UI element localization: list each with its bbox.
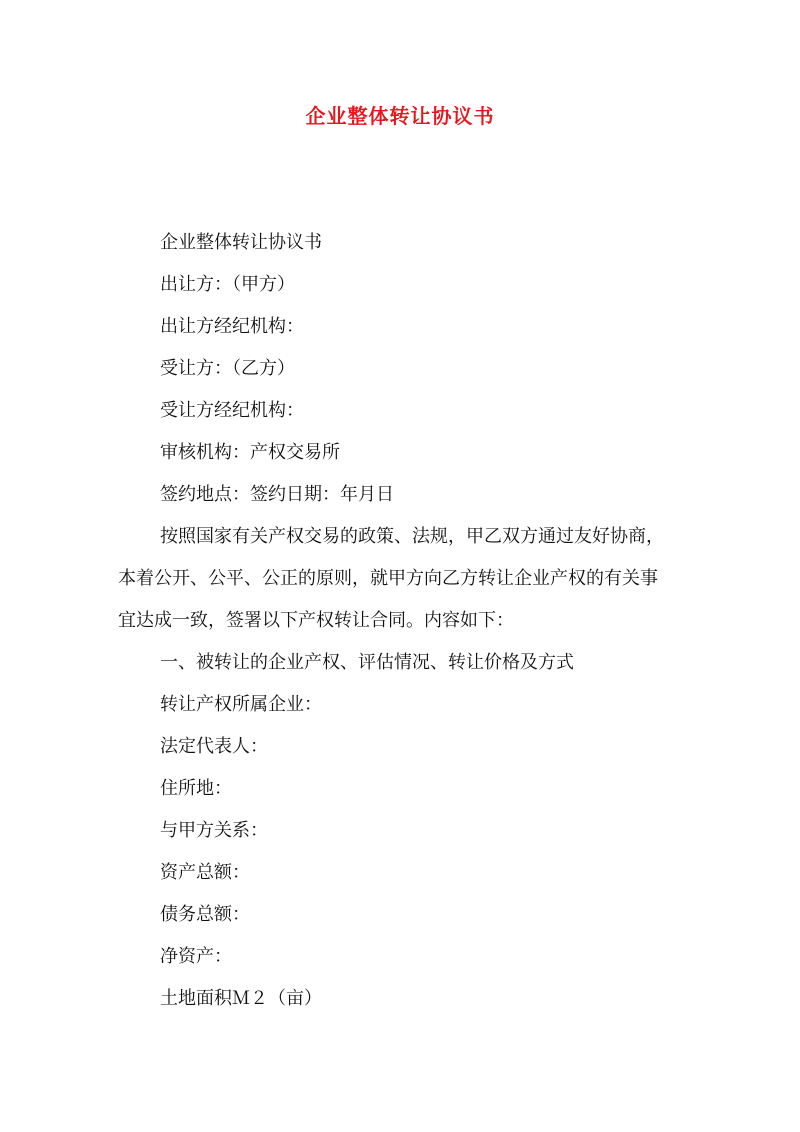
body-line-title: 企业整体转让协议书 xyxy=(160,232,322,253)
signing-place-date-line: 签约地点：签约日期：年月日 xyxy=(160,484,394,505)
field-land-area: 土地面积Ｍ２（亩） xyxy=(160,988,322,1009)
field-total-debts: 债务总额： xyxy=(160,904,250,925)
audit-institution-line: 审核机构：产权交易所 xyxy=(160,442,340,463)
intro-paragraph-line: 宜达成一致，签署以下产权转让合同。内容如下： xyxy=(118,610,514,631)
intro-paragraph-line: 本着公开、公平、公正的原则，就甲方向乙方转让企业产权的有关事 xyxy=(118,568,658,589)
field-domicile: 住所地： xyxy=(160,778,232,799)
seller-line: 出让方：（甲方） xyxy=(160,274,295,295)
intro-paragraph-line: 按照国家有关产权交易的政策、法规，甲乙双方通过友好协商， xyxy=(160,526,664,547)
section-heading: 一、被转让的企业产权、评估情况、转让价格及方式 xyxy=(160,652,574,673)
seller-broker-line: 出让方经纪机构： xyxy=(160,316,304,337)
buyer-line: 受让方：（乙方） xyxy=(160,358,295,379)
buyer-broker-line: 受让方经纪机构： xyxy=(160,400,304,421)
document-body xyxy=(118,229,690,1027)
field-legal-representative: 法定代表人： xyxy=(160,736,268,757)
field-net-assets: 净资产： xyxy=(160,946,232,967)
field-relationship: 与甲方关系： xyxy=(160,820,268,841)
document-title: 企业整体转让协议书 xyxy=(305,104,495,128)
intro-paragraph xyxy=(118,523,690,649)
field-enterprise: 转让产权所属企业： xyxy=(160,694,322,715)
field-total-assets: 资产总额： xyxy=(160,862,250,883)
